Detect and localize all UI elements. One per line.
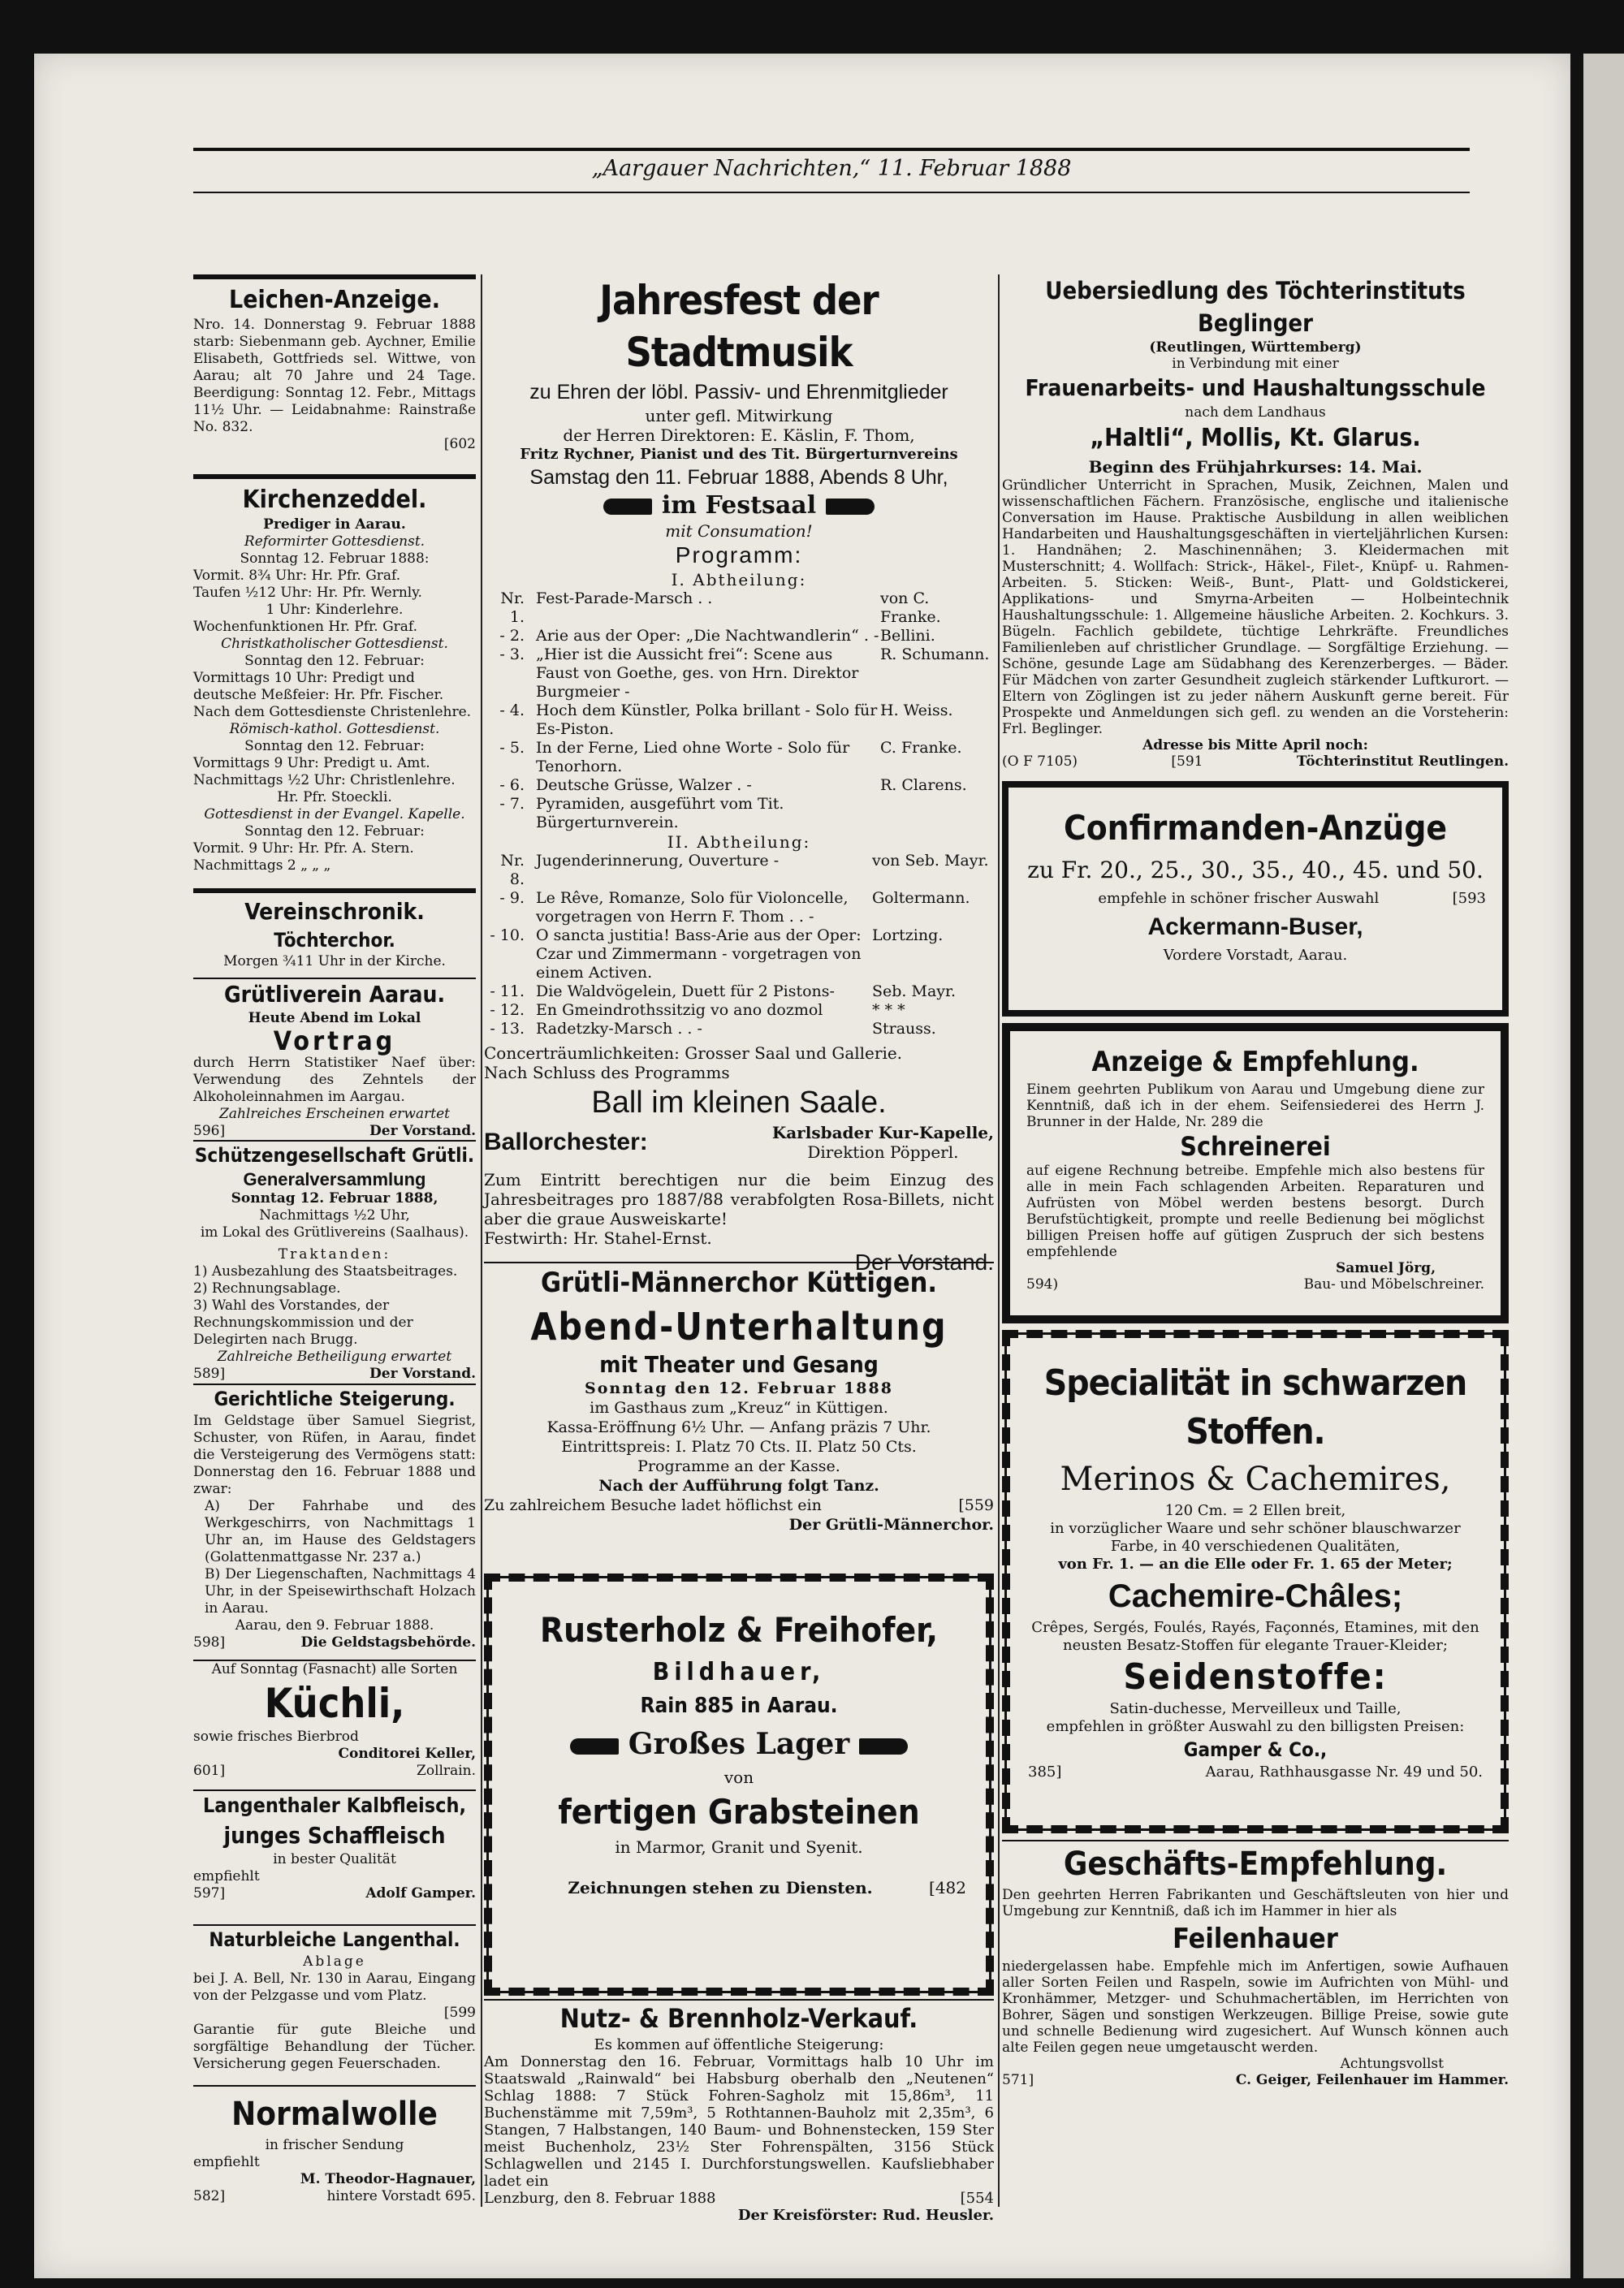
ad-ref: 589] <box>193 1366 226 1382</box>
ad-headline: Vortrag <box>273 1025 396 1056</box>
list-item: 2) Rechnungsablage. <box>193 1280 341 1297</box>
ad-ref: [559 <box>958 1496 994 1514</box>
item-composer: Lortzing. <box>872 926 944 944</box>
text-line: (Reutlingen, Württemberg) <box>1149 339 1362 356</box>
ad-title: Specialität in schwarzen Stoffen. <box>1043 1362 1467 1453</box>
text-line: Direktion Pöpperl. <box>807 1142 959 1162</box>
ad-text: Zum Eintritt berechtigen nur die beim Einzug des Jahresbeitrages pro 1887/88 verabfolgten Rosa-Billets, nicht aber die graue Ausweiskarte! <box>484 1170 994 1228</box>
text-line: Sonntag den 12. Februar: <box>244 823 425 840</box>
text-line: Bau- und Möbelschreiner. <box>1303 1276 1484 1293</box>
text-line: Beginn des Frühjahrkurses: 14. Mai. <box>1088 457 1423 477</box>
ad-title: Rusterholz & Freihofer, <box>540 1610 938 1650</box>
ad-steigerung <box>193 1384 476 1660</box>
column-rule <box>481 274 482 2207</box>
ad-text: Gründlicher Unterricht in Sprachen, Musik, Zeichnen, Malen und wissenschaftlichen Fächern. Französische, englische und italienische Conversation im Hause. Praktische Ausbildung in allen weiblichen Handarbeiten und Haushaltungsgeschäften in vierteljährlichen Kursen: 1. Handnähen; 2. Maschinennähen; 3. Kleidermachen mit Musterschnitt; 4. Wollfach: Strick-, Häkel-, Filet-, Knüpf- u. Rahmen-Arbeiten. 5. Sticken: Weiß-, Bunt-, Platt- und Goldstickerei, Applikations- und Smyrna-Arbeiten — Holbeintechnik Haushaltungsschule: 1. Allgemeine häusliche Arbeiten. 2. Kochkurs. 3. Bügeln. Fachlich gebildete, tüchtige Lehrkräfte. Freundliches Familienleben auf christlicher Grundlage. — Sorgfältige Erziehung. — Schöne, gesunde Lage am Südabhang des Kerenzerberges. — Bäder. Für Mädchen von zarter Gesundheit zugleich stärkender Luftkurort. — Eltern von Zöglingen ist zu jeder nähern Auskunft gerne bereit. Für Prospekte und Anmeldungen sich gefl. zu wenden an die Vorsteherin: Frl. Beglinger. <box>1002 477 1509 737</box>
ad-title: Langenthaler Kalbfleisch, <box>202 1794 467 1817</box>
program-list <box>484 589 994 832</box>
ad-headline: fertigen Grabsteinen <box>558 1792 920 1832</box>
ad-text: Den geehrten Herren Fabrikanten und Geschäftsleuten von hier und Umgebung zur Kenntniß, daß ich im Hammer in hier als <box>1002 1887 1509 1919</box>
text-line: Zahlreiche Betheiligung erwartet <box>217 1349 452 1365</box>
program-item <box>484 926 994 982</box>
text-line: mit Consumation! <box>665 521 813 541</box>
item-composer: von C. Franke. <box>880 589 941 626</box>
text-line: Reformirter Gottesdienst. <box>244 533 425 550</box>
text-line: Crêpes, Sergés, Foulés, Rayés, Façonnés, Etamines, mit den neusten Besatz-Stoffen für elegante Trauer-Kleider; <box>1031 1619 1479 1654</box>
text-line: zu Ehren der löbl. Passiv- und Ehrenmitglieder <box>529 381 948 404</box>
text-line: Zu zahlreichem Besuche ladet höflichst ein <box>484 1496 822 1514</box>
ad-leichen <box>193 274 476 466</box>
item-composer: C. Franke. <box>880 739 962 757</box>
program-item <box>484 739 994 776</box>
pointing-hand-left-icon <box>859 1738 908 1755</box>
text-line: Zeichnungen stehen zu Diensten. <box>568 1878 873 1897</box>
text-line: Zollrain. <box>417 1763 476 1779</box>
ad-title: Naturbleiche Langenthal. <box>209 1928 460 1951</box>
column-left <box>193 274 476 2207</box>
text-line: empfiehlt <box>193 1868 260 1884</box>
ad-rusterholz <box>484 1574 994 1996</box>
ad-nutzholz <box>484 1999 994 2224</box>
text-line: Auf Sonntag (Fasnacht) alle Sorten <box>211 1661 458 1677</box>
ad-ref: 385] <box>1028 1763 1062 1781</box>
ad-headline: Seidenstoffe: <box>1123 1656 1388 1698</box>
ad-headline: Großes Lager <box>628 1727 850 1761</box>
item-composer: Goltermann. <box>872 889 970 907</box>
ad-title: Uebersiedlung des Töchterinstituts Beglinger <box>1045 277 1466 337</box>
page-title: „Aargauer Nachrichten,“ 11. Februar 1888 <box>591 156 1072 181</box>
ad-ref: [554 <box>960 2190 994 2207</box>
item-composer: R. Clarens. <box>880 776 967 794</box>
program-item <box>484 982 994 1001</box>
program-item <box>484 795 994 832</box>
text-line: Traktanden: <box>278 1246 391 1263</box>
text-line: Sonntag 12. Februar 1888, <box>231 1190 438 1207</box>
text-line: 120 Cm. = 2 Ellen breit, <box>1164 1502 1346 1519</box>
text-line: Römisch-kathol. Gottesdienst. <box>229 721 440 737</box>
text-line: Vormit. 9 Uhr: Hr. Pfr. A. Stern. <box>193 840 414 857</box>
ad-subtitle: Töchterchor. <box>274 929 395 952</box>
item-title: Hoch dem Künstler, Polka brillant - Solo für Es-Piston. <box>536 702 878 738</box>
ad-uebersiedlung <box>1002 274 1509 775</box>
text-line: empfiehlt <box>193 2154 260 2170</box>
item-number: - 3. <box>499 645 525 663</box>
ad-kuechli <box>193 1660 476 1789</box>
ad-subtitle: mit Theater und Gesang <box>599 1351 879 1378</box>
text-line: Christkatholischer Gottesdienst. <box>221 636 448 652</box>
ad-headline: Frauenarbeits- und Haushaltungsschule <box>1025 374 1486 401</box>
ad-title: Nutz- & Brennholz-Verkauf. <box>559 2003 918 2034</box>
ad-title: Anzeige & Empfehlung. <box>1091 1046 1419 1078</box>
text-line: von Fr. 1. — an die Elle oder Fr. 1. 65 der Meter; <box>1058 1556 1453 1573</box>
text-line: Es kommen auf öffentliche Steigerung: <box>594 2036 884 2053</box>
ad-ref: 601] <box>193 1763 226 1779</box>
ad-signature: Die Geldstagsbehörde. <box>300 1634 476 1651</box>
ad-title: Vereinschronik. <box>244 898 425 925</box>
text-line: Nach der Aufführung folgt Tanz. <box>598 1477 879 1495</box>
item-composer: R. Schumann. <box>880 645 990 663</box>
ad-text: Am Donnerstag den 16. Februar, Vormittags halb 10 Uhr im Staatswald „Rainwald“ bei Habsburg oberhalb den „Neutenen“ Schlag 1888: 7 Stück Fohren-Sagholz mit 15,86m³, 11 Buchenstämme mit 7,59m³, 5 Rothtannen-Bauholz mit 2,35m³, 6 Stangen, 7 Halbstangen, 140 Baum- und Bohnenstecken, 159 Ster meist Buchenholz, 23½ Ster Fohrenspälten, 3156 Stück Schlagwellen und 2145 I. Durchforstungswellen. Kaufsliebhaber ladet ein <box>484 2053 994 2190</box>
ad-headline: Abend-Unterhaltung <box>530 1305 948 1349</box>
program-list <box>484 852 994 1038</box>
text-line: in bester Qualität <box>273 1851 396 1867</box>
page-edge <box>1583 54 1624 2278</box>
program-item <box>484 889 994 926</box>
item-title: In der Ferne, Lied ohne Worte - Solo für Tenorhorn. <box>536 739 850 775</box>
text-line: II. Abtheilung: <box>667 832 811 852</box>
program-item <box>484 589 994 627</box>
ad-text: niedergelassen habe. Empfehle mich im Anfertigen, sowie Aufhauen aller Sorten Feilen und Raspeln, sowie im Aufrichten von Mühl- und Kronhämmer, Metzger- und Schuhmachertäblen, im Herrichten von Bohrer, Sägen und sonstigen Werkzeugen. Billige Preise, sowie gute und schnelle Bedienung wird zugesichert. Auf Wunsch können auch alte Feilen gegen neue umgetauscht werden. <box>1002 1958 1509 2056</box>
item-number: - 13. <box>490 1020 525 1038</box>
ad-title: Gerichtliche Steigerung. <box>214 1388 456 1410</box>
text-line: Nachmittags ½2 Uhr: Christlenlehre. <box>193 772 456 788</box>
text-line: Nach Schluss des Programms <box>484 1063 730 1082</box>
text-line: in frischer Sendung <box>265 2137 404 2153</box>
ad-kirchenzeddel <box>193 474 476 888</box>
text-line: in Marmor, Granit und Syenit. <box>615 1837 863 1857</box>
text-line: sowie frisches Bierbrod <box>193 1729 359 1745</box>
ad-signature: M. Theodor-Hagnauer, <box>300 2171 476 2187</box>
ad-text: Morgen ¾11 Uhr in der Kirche. <box>223 953 446 969</box>
list-item: 3) Wahl des Vorstandes, der Rechnungskommission und der Delegirten nach Brugg. <box>193 1297 413 1348</box>
text-line: 1 Uhr: Kinderlehre. <box>266 602 404 618</box>
ad-signature: Der Vorstand. <box>369 1123 476 1139</box>
ad-langenthal-fleisch <box>193 1789 476 1924</box>
text-line: unter gefl. Mitwirkung <box>645 406 833 425</box>
ad-headline: junges Schaffleisch <box>223 1822 446 1849</box>
ad-ref: [482 <box>929 1878 966 1897</box>
text-line: Concerträumlichkeiten: Grosser Saal und Gallerie. <box>484 1043 903 1063</box>
column-rule <box>998 274 1000 2207</box>
text-line: Satin-duchesse, Merveilleux und Taille, <box>1109 1700 1402 1717</box>
item-number: - 2. <box>499 627 525 645</box>
ad-signature: Gamper & Co., <box>1183 1738 1328 1761</box>
ad-signature: Der Grütli-Männerchor. <box>788 1516 994 1534</box>
ad-date: Sonntag den 12. Februar 1888 <box>585 1379 893 1397</box>
ad-title: Küchli, <box>264 1680 405 1727</box>
ad-title: Grütliverein Aarau. <box>223 981 446 1008</box>
text-line: in Verbindung mit einer <box>1172 356 1339 372</box>
ad-text: bei J. A. Bell, Nr. 130 in Aarau, Eingang von der Pelzgasse und vom Platz. <box>193 1971 476 2004</box>
text-line: Aarau, den 9. Februar 1888. <box>235 1617 434 1634</box>
ad-headline: zu Fr. 20., 25., 30., 35., 40., 45. und 50. <box>1027 857 1484 883</box>
ad-confirmanden <box>1002 781 1509 1017</box>
text-line: empfehle in schöner frischer Auswahl <box>1098 890 1380 907</box>
text-line: Achtungsvollst <box>1340 2056 1444 2072</box>
ad-geschaeftsempfehlung <box>1002 1840 1509 2197</box>
ad-normalwolle <box>193 2085 476 2239</box>
item-title: En Gmeindrothssitzig vo ano dozmol <box>536 1001 823 1019</box>
list-item: A) Der Fahrhabe und des Werkgeschirrs, von Nachmittags 1 Uhr an, im Hause des Geldstagers (Golattenmattgasse Nr. 237 a.) <box>205 1498 476 1565</box>
program-item <box>484 627 994 645</box>
ad-subtitle: Bildhauer, <box>652 1658 826 1686</box>
item-title: Le Rêve, Romanze, Solo für Violoncelle, vorgetragen von Herrn F. Thom . . - <box>536 889 849 926</box>
text-line: Conditorei Keller, <box>338 1746 476 1762</box>
text-line: empfehlen in größter Auswahl zu den billigsten Preisen: <box>1046 1718 1465 1735</box>
text-line: Vormittags 9 Uhr: Predigt u. Amt. <box>193 755 430 771</box>
ad-title: Confirmanden-Anzüge <box>1063 808 1448 848</box>
text-line: Rain 885 in Aarau. <box>640 1694 838 1718</box>
ad-subtitle: Programm: <box>675 542 803 568</box>
text-line: Vormit. 8¾ Uhr: Hr. Pfr. Graf. <box>193 568 401 584</box>
item-title: Deutsche Grüsse, Walzer . - <box>536 776 752 794</box>
program-item <box>484 645 994 702</box>
ad-signature: Der Kreisförster: Rud. Heusler. <box>737 2207 994 2224</box>
text-line: Prediger in Aarau. <box>263 516 406 533</box>
list-item: 1) Ausbezahlung des Staatsbeitrages. <box>193 1263 458 1280</box>
ad-headline: Schreinerei <box>1180 1131 1331 1162</box>
text-line: Sonntag den 12. Februar: <box>244 738 425 754</box>
text-line: nach dem Landhaus <box>1185 404 1326 421</box>
ad-schuetzengesellschaft <box>193 1140 476 1384</box>
item-title: „Hier ist die Aussicht frei“: Scene aus Faust von Goethe, ges. von Hrn. Direktor Burgmeier - <box>536 645 859 701</box>
text-line: Vormittags 10 Uhr: Predigt und deutsche Meßfeier: Hr. Pfr. Fischer. <box>193 670 444 703</box>
item-composer <box>880 795 994 832</box>
item-title: Pyramiden, ausgeführt vom Tit. Bürgerturnverein. <box>536 795 784 831</box>
program-item <box>484 1001 994 1020</box>
item-title: Arie aus der Oper: „Die Nachtwandlerin“ . - <box>536 627 879 645</box>
item-composer: H. Weiss. <box>880 702 953 719</box>
text-line: Ballorchester: <box>484 1129 648 1155</box>
program-item <box>484 776 994 795</box>
text-line: Nachmittags 2 „ „ „ <box>193 857 331 874</box>
ad-signature: Ackermann-Buser, <box>1147 913 1363 940</box>
ad-headline: Cachemire-Châles; <box>1108 1578 1403 1614</box>
item-title: Fest-Parade-Marsch . . <box>536 589 713 607</box>
program-item <box>484 852 994 889</box>
text-line: Wochenfunktionen Hr. Pfr. Graf. <box>193 619 418 635</box>
ad-text: Nro. 14. Donnerstag 9. Februar 1888 starb: Siebenmann geb. Aychner, Emilie Elisabeth, Gottfrieds sel. Wittwe, von Aarau; alt 70 Jahre und 24 Tage. Beerdigung: Sonntag 12. Febr., Mittags 11½ Uhr. — Leidabnahme: Rainstraße No. 832. <box>193 317 476 435</box>
program-item <box>484 702 994 739</box>
ad-ref: 598] <box>193 1634 226 1651</box>
item-number: - 7. <box>499 795 525 813</box>
text-line: Heute Abend im Lokal <box>248 1010 421 1026</box>
item-composer: Bellini. <box>880 627 935 645</box>
pointing-hand-left-icon <box>826 499 875 515</box>
text-line: Programme an der Kasse. <box>637 1457 840 1475</box>
pointing-hand-right-icon <box>570 1738 619 1755</box>
page-header <box>193 148 1470 193</box>
program-item <box>484 1020 994 1038</box>
text-line: Hr. Pfr. Stoeckli. <box>277 789 392 805</box>
text-line: Aarau, Rathhausgasse Nr. 49 und 50. <box>1205 1763 1483 1781</box>
ad-ref: [602 <box>443 436 476 452</box>
ad-gruetliverein <box>193 978 476 1140</box>
text-line: Nach dem Gottesdienste Christenlehre. <box>193 704 472 720</box>
text-line: Sonntag den 12. Februar: <box>244 653 425 669</box>
ad-signature: Samuel Jörg, <box>1336 1260 1436 1276</box>
ad-title: Normalwolle <box>231 2096 438 2133</box>
ad-ref: 582] <box>193 2188 226 2204</box>
item-number: - 4. <box>499 702 525 719</box>
text-line: Eintrittspreis: I. Platz 70 Cts. II. Platz 50 Cts. <box>561 1438 917 1456</box>
ad-text: Im Geldstage über Samuel Siegrist, Schuster, von Rüfen, in Aarau, findet die Versteigerung des Vermögens statt: Donnerstag den 16. Februar 1888 und zwar: <box>193 1413 476 1497</box>
ad-signature: Der Vorstand. <box>854 1250 994 1275</box>
ad-date: Samstag den 11. Februar 1888, Abends 8 Uhr, <box>529 466 948 489</box>
text-line: Taufen ½12 Uhr: Hr. Pfr. Wernly. <box>193 585 422 601</box>
ad-ref: [593 <box>1452 890 1486 907</box>
text-line: im Gasthaus zum „Kreuz“ in Küttigen. <box>590 1399 888 1417</box>
ad-title: Jahresfest der Stadtmusik <box>599 277 879 376</box>
ad-title: Schützengesellschaft Grütli. <box>194 1144 475 1167</box>
ad-signature: Adolf Gamper. <box>365 1885 476 1902</box>
column-middle <box>484 274 994 2224</box>
text-line: Zahlreiches Erscheinen erwartet <box>219 1106 450 1122</box>
text-line: hintere Vorstadt 695. <box>326 2188 476 2204</box>
ad-ref: [591 <box>1171 753 1203 770</box>
ad-signature: C. Geiger, Feilenhauer im Hammer. <box>1235 2072 1509 2088</box>
text-line: der Herren Direktoren: E. Käslin, F. Thom, <box>563 425 915 445</box>
ad-title: Grütli-Männerchor Küttigen. <box>540 1267 938 1299</box>
ad-ref: 596] <box>193 1123 226 1139</box>
text-line: Lenzburg, den 8. Februar 1888 <box>484 2190 716 2207</box>
list-item: B) Der Liegenschaften, Nachmittags 4 Uhr, in der Speisewirthschaft Holzach in Aarau. <box>205 1566 476 1617</box>
ad-signature: Der Vorstand. <box>369 1366 476 1382</box>
ad-ref: 594) <box>1026 1276 1059 1293</box>
text-line: Adresse bis Mitte April noch: <box>1142 737 1368 753</box>
item-title: Die Waldvögelein, Duett für 2 Pistons- <box>536 982 835 1000</box>
text-line: im Lokal des Grütlivereins (Saalhaus). <box>200 1224 469 1241</box>
text-line: Festwirth: Hr. Stahel-Ernst. <box>484 1228 712 1248</box>
ad-ref: [599 <box>443 2005 476 2021</box>
text-line: Kassa-Eröffnung 6½ Uhr. — Anfang präzis 7 Uhr. <box>546 1418 931 1436</box>
ad-headline: Ball im kleinen Saale. <box>591 1086 887 1120</box>
ad-ref: (O F 7105) <box>1002 753 1078 770</box>
ad-schreinerei <box>1002 1023 1509 1323</box>
ad-headline: im Festsaal <box>661 491 817 520</box>
text-line: Fritz Rychner, Pianist und des Tit. Bürgerturnvereins <box>520 446 958 463</box>
item-number: Nr. 1. <box>500 589 525 626</box>
item-composer: Strauss. <box>872 1020 936 1038</box>
ad-title: Geschäfts-Empfehlung. <box>1063 1846 1448 1883</box>
ad-headline: „Haltli“, Mollis, Kt. Glarus. <box>1090 424 1421 452</box>
item-number: - 5. <box>499 739 525 757</box>
ad-ref: 597] <box>193 1885 226 1902</box>
ad-vereinschronik <box>193 888 476 978</box>
item-number: - 12. <box>490 1001 525 1019</box>
ad-headline: Generalversammlung <box>243 1169 426 1189</box>
ad-text: auf eigene Rechnung betreibe. Empfehle mich also bestens für alle in mein Fach schlagenden Arbeiten. Reparaturen und Aufrüsten von Möbel werden bestens besorgt. Durch Berufstüchtigkeit, prompte und reelle Bedienung bei möglichst billigen Preisen hoffe auf gütigen Zuspruch der sich bestens empfehlende <box>1026 1163 1484 1260</box>
ad-text: Garantie für gute Bleiche und sorgfältige Behandlung der Tücher. Versicherung gegen Feuerschaden. <box>193 2022 476 2072</box>
ad-title: Leichen-Anzeige. <box>229 286 440 314</box>
ad-schwarze-stoffe <box>1002 1330 1509 1833</box>
item-number: Nr. 8. <box>500 852 525 888</box>
item-composer: von Seb. Mayr. <box>872 852 989 870</box>
ad-text: Einem geehrten Publikum von Aarau und Umgebung diene zur Kenntniß, daß ich in der ehem. Seifensiederei des Herrn J. Brunner in der Halde, Nr. 289 die <box>1026 1081 1484 1130</box>
item-number: - 9. <box>499 889 525 907</box>
ad-headline: Feilenhauer <box>1173 1923 1338 1955</box>
text-line: Gottesdienst in der Evangel. Kapelle. <box>204 806 465 822</box>
ad-text: durch Herrn Statistiker Naef über: Verwendung des Zehntels der Alkoholeinnahmen im Aargau. <box>193 1055 476 1105</box>
ad-ref: 571] <box>1002 2072 1034 2088</box>
ad-jahresfest <box>484 274 994 1275</box>
text-line: Sonntag 12. Februar 1888: <box>240 550 430 567</box>
text-line: Ablage <box>303 1953 366 1970</box>
column-right <box>1002 274 1509 2207</box>
item-title: O sancta justitia! Bass-Arie aus der Oper: Czar und Zimmermann - vorgetragen von einem Activen. <box>536 926 862 982</box>
text-line: Nachmittags ½2 Uhr, <box>259 1207 410 1224</box>
ad-title: Kirchenzeddel. <box>242 486 427 514</box>
item-title: Radetzky-Marsch . . - <box>536 1020 702 1038</box>
item-composer: * * * <box>872 1001 905 1019</box>
ad-signature: Töchterinstitut Reutlingen. <box>1296 753 1509 770</box>
pointing-hand-right-icon <box>603 499 652 515</box>
text-line: Vordere Vorstadt, Aarau. <box>1163 947 1348 964</box>
ad-headline: Merinos & Cachemires, <box>1060 1461 1451 1498</box>
item-composer: Seb. Mayr. <box>872 982 957 1000</box>
text-line: in vorzüglicher Waare und sehr schöner blauschwarzer Farbe, in 40 verschiedenen Qualitäten, <box>1050 1520 1461 1555</box>
ad-naturbleiche <box>193 1924 476 2085</box>
item-number: - 6. <box>499 776 525 794</box>
text-line: Karlsbader Kur-Kapelle, <box>771 1123 994 1142</box>
item-title: Jugenderinnerung, Ouverture - <box>536 852 780 870</box>
text-line: von <box>723 1768 754 1787</box>
item-number: - 11. <box>490 982 525 1000</box>
text-line: I. Abtheilung: <box>671 570 807 589</box>
ad-maennerchor <box>484 1262 994 1570</box>
item-number: - 10. <box>490 926 525 944</box>
